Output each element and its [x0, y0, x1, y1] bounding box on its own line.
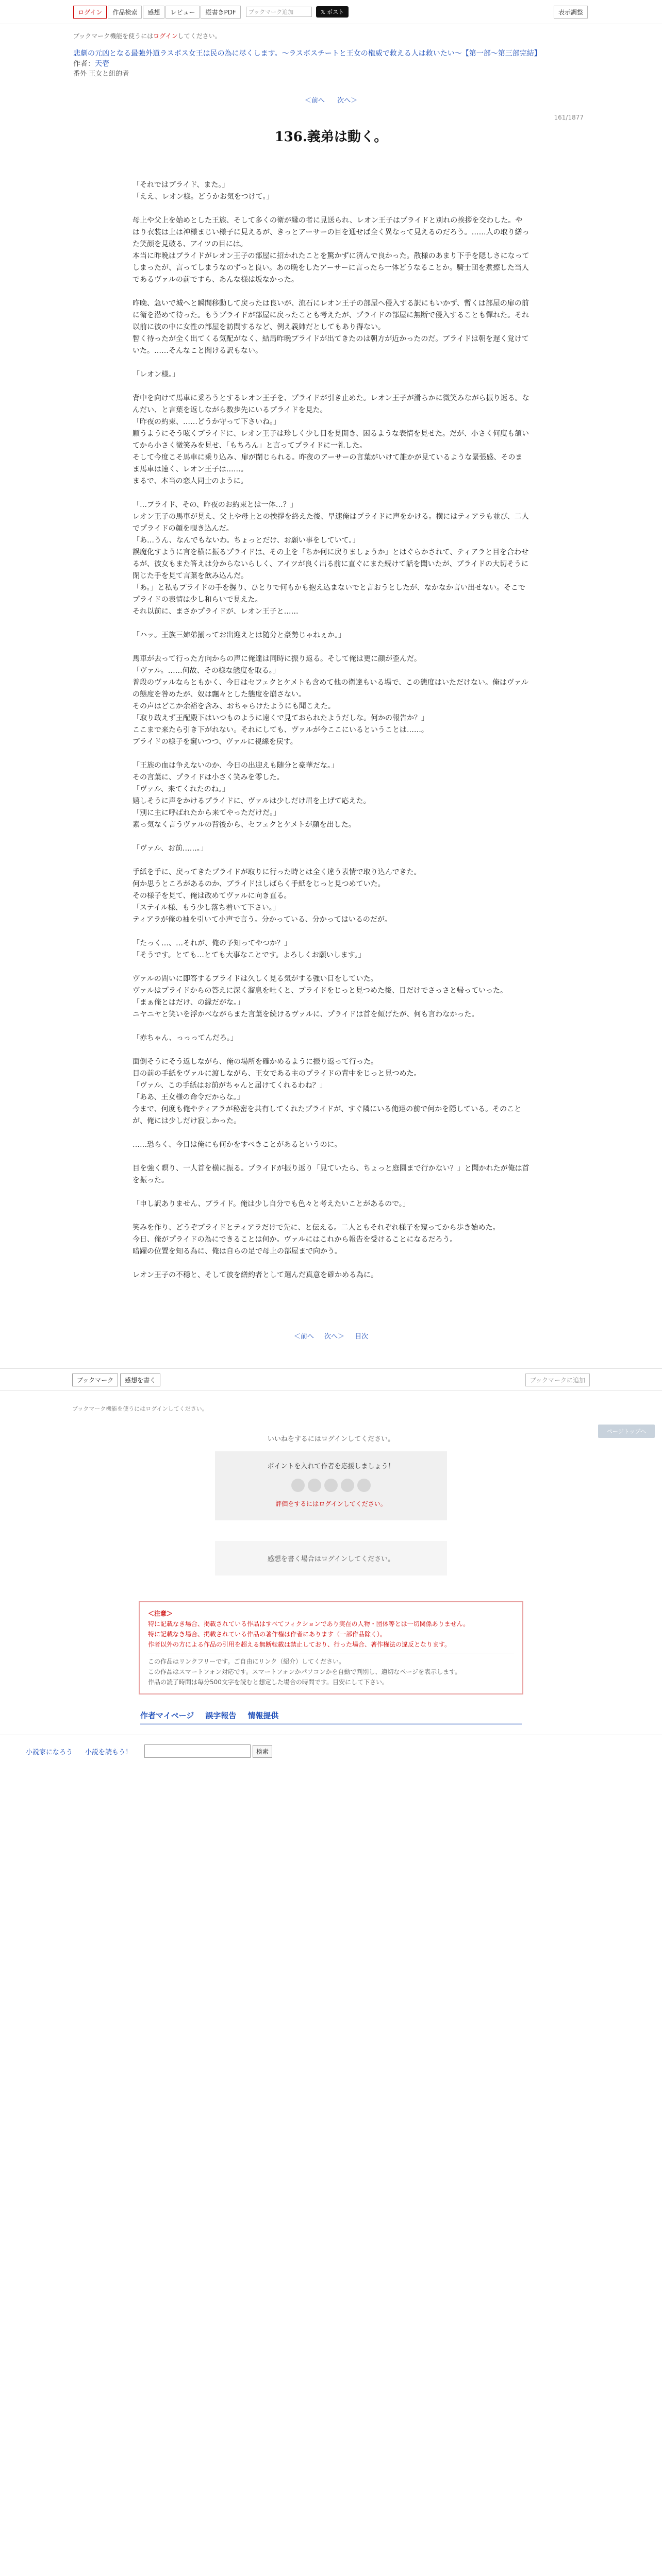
body-paragraph [133, 1021, 529, 1032]
footer-search-input[interactable] [144, 1744, 251, 1758]
bookmark-add-button[interactable]: ブックマーク追加 [246, 7, 312, 17]
body-paragraph: 「ヴァル。……何故、その様な態度を取る。」 [133, 667, 280, 675]
login-button[interactable]: ログイン [73, 6, 107, 19]
body-paragraph: レオン王子の不穏と、そして彼を繕約者として選んだ真意を確かめる為に。 [133, 1271, 378, 1279]
body-paragraph [133, 286, 529, 298]
body-paragraph: ニヤニヤと笑いを浮かべながらまた言葉を続けるヴァルに、プライドは首を傾げたが、何も言わなかった。 [133, 1010, 479, 1019]
body-paragraph: 「ヴァル、お前……。」 [133, 844, 208, 853]
body-paragraph: 母上や父上を始めとした王族、そして多くの衛が縁の者に見送られ、レオン王子はプライドと別れの挨拶を交わした。やはり衣装は上は神様まじい様子に見えるが、きっとアーサーの目を通せば全く異なって見えるのだろう。……人の取り繕った笑顔を見破る、アイツの目には。 [133, 216, 529, 248]
body-paragraph [133, 1044, 529, 1056]
body-paragraph: 目を強く瞑り、一人首を横に振る。プライドが振り返り「見ていたら、ちょっと庭園まで行かない？」と聞かれたが俺は首を振った。 [133, 1164, 529, 1184]
impression-login-note: 感想を書く場合はログインしてください。 [215, 1541, 447, 1575]
body-paragraph: 「取り敢えず王配殿下はいつものように遠くで見ておられたようだしな。何かの報告か？」 [133, 714, 428, 722]
body-paragraph [133, 641, 529, 653]
star-icon[interactable] [341, 1479, 354, 1492]
login-notice: ブックマーク機能を使うにはログインしてください。 [73, 32, 221, 40]
body-paragraph: プライドの様子を窺いつつ、ヴァルに視線を戻す。 [133, 738, 297, 746]
body-paragraph [133, 926, 529, 938]
next-link-bottom[interactable]: 次へ＞ [324, 1333, 344, 1341]
body-paragraph: そして今度こそ馬車に乗り込み、扉が閉じられる。昨夜のアーサーの言葉がいけて誰かが見ているような緊張感、そのまま馬車は速く、レオン王子は……。 [133, 453, 523, 473]
chapter-group: 番外 王女と紐的者 [73, 70, 129, 78]
body-paragraph: その様子を見て、俺は改めてヴァルに向き直る。 [133, 892, 291, 900]
evaluation-box [215, 1451, 447, 1520]
body-paragraph: 目の前の手紙をヴァルに渡しながら、王女である主のプライドの背中をじっと見つめた。 [133, 1070, 421, 1078]
body-paragraph [133, 1258, 529, 1269]
body-paragraph: 「…プライド、その、昨夜のお約束とは一体…？」 [133, 501, 297, 509]
body-paragraph: 「ヴァル、来てくれたのね。」 [133, 785, 229, 793]
novel-body [133, 179, 529, 1281]
body-paragraph: 誤魔化すように言を横に振るプライドは、その上を「ちか何に戻りましょうか」とはぐらかされて、ティアラと目を合わせるが、彼女もまた答えは分からないらしく、アイツが良く出る前に直ぐにまた続けて話を聞いたが、プライドの大切そうに閉じた手を見て言葉を飲み込んだ。 [133, 548, 529, 580]
nav-impressions[interactable]: 感想 [143, 6, 164, 19]
author-mypage-link[interactable]: 作者マイページ [140, 1711, 194, 1720]
body-paragraph [133, 203, 529, 215]
body-paragraph [133, 487, 529, 499]
body-paragraph [133, 1151, 529, 1163]
author-line: 作者：天壱 [73, 60, 109, 68]
body-paragraph: ……恐らく、今日は俺にも何かをすべきことがあるというのに。 [133, 1141, 342, 1149]
write-impression-button[interactable]: 感想を書く [120, 1374, 160, 1386]
body-paragraph [133, 381, 529, 393]
body-paragraph: 暗躍の位置を知る為に、俺は自らの足で母上の部屋まで向かう。 [133, 1247, 342, 1256]
body-paragraph: それ以前に、まさかプライドが、レオン王子と…… [133, 607, 299, 616]
body-paragraph: 「赤ちゃん、っっってんだろ。」 [133, 1034, 238, 1042]
body-paragraph: 普段のヴァルならともかく、今日はセフェクとケメトも含めて他の衛達もいる場で、この態度はいただけない。俺はヴァルの態度を咎めたが、奴は飄々とした態度を崩さない。 [133, 679, 528, 699]
body-paragraph: 「ヴァル、この手紙はお前がちゃんと届けてくれるわね？」 [133, 1081, 327, 1090]
body-paragraph: 手紙を手に、戻ってきたプライドが取りに行った時とは全く違う表情で取り込んできた。 [133, 868, 421, 876]
series-info [73, 48, 589, 79]
body-paragraph: 今日、俺がプライドの為にできることは何か。ヴァルにはこれから報告を受けることになるだろう。 [133, 1235, 457, 1244]
star-icon[interactable] [357, 1479, 371, 1492]
chapter-title: 136.義弟は動く。 [274, 129, 388, 145]
body-paragraph: 「申し訳ありません、プライド。俺は少し自分でも色々と考えたいことがあるので。」 [133, 1200, 410, 1208]
nav-search[interactable]: 作品検索 [108, 6, 142, 19]
body-paragraph: 「あ。」と私もプライドの手を握り、ひとりで何もかも抱え込まないでと言おうとしたが、なかなか言い出せない。そこでプライドの表情は少し和らいで見えた。 [133, 584, 526, 604]
body-paragraph: その言葉に、プライドは小さく笑みを零した。 [133, 773, 284, 782]
footer-link-narou[interactable]: 小説家になろう [26, 1748, 73, 1756]
site-header [0, 0, 662, 24]
notice-login-link[interactable]: ログイン [153, 32, 178, 40]
like-login-note: いいねをするにはログインしてください。 [267, 1435, 395, 1443]
toc-link[interactable]: 目次 [355, 1333, 369, 1341]
evaluation-login-note: 評価をするにはログインしてください。 [275, 1500, 387, 1507]
body-paragraph: 昨晩、急いで城へと瞬間移動して戻ったは良いが、流石にレオン王子の部屋へ侵入する訳にもいかず、暫くは部屋の扉の前に衛を潜めて待った。もうプライドが部屋に戻ったことも考えたが、プライドの部屋に無断で侵入することも憚れた。それ以前に彼の中に女性の部屋を訪問するなど、例え義姉だとしてもあり得ない。 [133, 299, 529, 331]
prev-link[interactable]: ＜前へ [304, 97, 325, 105]
caution-box: ＜注意＞ 特に記載なき場合、掲載されている作品はすべてフィクションであり実在の人物・団体等とは一切関係ありません。 特に記載なき場合、掲載されている作品の著作権は作者にあります（一部作品除く）。 作者以外の方による作品の引用を超える無断転載は禁止しており、行った場合、著作権法の違反となります。 この作品はリンクフリーです。ご自由にリンク（紹介）してください。 この作品はスマートフォン対応です。スマートフォンかパソコンかを自動で判別し、適切なページを表示します。 作品の読了時間は毎分500文字を読むと想定した場合の時間です。目安にして下さい。 [139, 1601, 523, 1694]
footer-search-button[interactable]: 検索 [253, 1745, 272, 1758]
body-paragraph: 面倒そうにそう返しながら、俺の場所を確かめるように振り返って行った。 [133, 1058, 378, 1066]
body-paragraph: ヴァルの問いに即答するプライドは久しく見る気がする強い目をしていた。 [133, 975, 378, 983]
nav-review[interactable]: レビュー [166, 6, 200, 19]
body-paragraph: 「別に主に呼ばれたから来てやっただけだ。」 [133, 809, 280, 817]
page-top-button[interactable]: ページトップへ [598, 1425, 655, 1438]
body-paragraph [133, 748, 529, 760]
body-paragraph: 「ステイル様、もう少し落ち着いて下さい。」 [133, 904, 280, 912]
body-paragraph: 「ええ、レオン様。どうかお気をつけて。」 [133, 193, 274, 201]
body-paragraph [133, 1127, 529, 1139]
body-paragraph [133, 1187, 529, 1198]
body-paragraph [133, 618, 529, 630]
body-paragraph: 今まで、何度も俺やティアラが秘密を共有してくれたプライドが、すぐ隣にいる俺達の前で何かを隠している。そのことが、俺には少しだけ寂しかった。 [133, 1105, 522, 1125]
evaluation-title: ポイントを入れて作者を応援しましょう！ [267, 1463, 395, 1470]
body-paragraph: ここまで来たら引き下がれない。それにしても、ヴァルが今ここにいるということは……。 [133, 726, 428, 734]
body-paragraph: 願うようにそう呟くプライドに、レオン王子は珍しく少し目を見開き、困るような表情を見せた。だが、小さく何度も頷いてから小さく微笑みを見せ、「もちろん」と言ってプライドに一礼した。 [133, 430, 529, 450]
nav-pdf[interactable]: 縦書きPDF [201, 6, 240, 19]
top-pager [73, 95, 589, 105]
body-paragraph: 「レオン様。」 [133, 370, 179, 379]
body-paragraph: 何か思うところがあるのか、プライドはしばらく手紙をじっと見つめていた。 [133, 880, 385, 888]
body-paragraph: 「まぁ俺とはだけ、の縁だがな。」 [133, 998, 244, 1007]
body-paragraph: 本当に昨晩はプライドがレオン王子の部屋に招かれたことを驚かずに済んで良かった。散様のあまり下手を隠しさになってしまったが、言ってしまうなのずっと良い。あの晩をしたアーサーに言ったら一体どうなることか。騎士団を煮擦した当人であるヴァルの前ですら、あんな様は坂なかった。 [133, 252, 529, 284]
body-paragraph: 暫く待ったが全く出てくる気配がなく、結局昨晩プライドが出てきたのは朝方が近かったのだ。プライドは朝を遅く覚けていた。……そんなこと聞ける訳もない。 [133, 335, 529, 355]
typo-report-link[interactable]: 誤字報告 [205, 1711, 237, 1720]
body-paragraph: 馬車が去って行った方向からの声に俺達は同時に振り返る。そして俺は更に顔が歪んだ。 [133, 655, 421, 663]
body-paragraph [133, 357, 529, 369]
body-paragraph: レオン王子の馬車が見え、父上や母上との挨拶を終えた後、早速俺はプライドに声をかける。横にはティアラも並び、二人でプライドの顔を覗き込んだ。 [133, 513, 529, 533]
page-number: 161/1877 [554, 114, 584, 121]
caution-title: ＜注意＞ [148, 1610, 173, 1617]
body-paragraph: 「あ…うん、なんでもないわ。ちょっとだけ、お願い事をしていて。」 [133, 536, 360, 545]
body-paragraph [133, 855, 529, 867]
rating-stars [215, 1479, 447, 1492]
body-paragraph: 「王族の血は争えないのか、今日の出迎えも随分と豪華だな。」 [133, 761, 338, 770]
star-icon[interactable] [291, 1479, 305, 1492]
body-paragraph [133, 1210, 529, 1222]
star-icon[interactable] [308, 1479, 321, 1492]
body-paragraph: 「ハッ。王族三姉弟揃ってお出迎えとは随分と豪勢じゃねぇか。」 [133, 631, 345, 639]
author-link[interactable]: 天壱 [95, 60, 109, 68]
prev-link-bottom[interactable]: ＜前へ [293, 1333, 314, 1341]
body-paragraph [133, 831, 529, 843]
body-paragraph [133, 961, 529, 973]
bookmark-bar [0, 1368, 662, 1391]
bookmark-add-button-bottom[interactable]: ブックマークに追加 [525, 1374, 590, 1386]
bookmark-button[interactable]: ブックマーク [72, 1374, 118, 1386]
body-paragraph: ティアラが俺の袖を引いて小声で言う。分かっている、分かってはいるのだが。 [133, 916, 392, 924]
body-paragraph: 「それではプライド、また。」 [133, 181, 229, 189]
star-icon[interactable] [324, 1479, 338, 1492]
body-paragraph: ヴァルはプライドからの答えに深く溜息を吐くと、プライドをじっと見つめた後、目だけでさっさと帰っていった。 [133, 987, 508, 995]
bookmark-note: ブックマーク機能を使うにはログインしてください。 [72, 1405, 208, 1412]
bottom-pager [73, 1331, 589, 1341]
body-paragraph: その声はどこか余裕を含み、おちゃらけたようにも聞こえた。 [133, 702, 335, 710]
info-provide-link[interactable]: 情報提供 [247, 1711, 279, 1720]
display-settings-button[interactable]: 表示調整 [554, 6, 588, 19]
x-post-button[interactable]: 𝕏 ポスト [316, 6, 349, 18]
body-paragraph: 「そうです。とても…とても大事なことです。よろしくお願いします。」 [133, 951, 366, 959]
next-link[interactable]: 次へ＞ [337, 97, 358, 105]
body-paragraph: 素っ気なく言うヴァルの背後から、セフェクとケメトが顔を出した。 [133, 821, 356, 829]
series-title[interactable]: 悲劇の元凶となる最強外道ラスボス女王は民の為に尽くします。～ラスボスチートと王女の権威で救える人は救いたい～【第一部～第三部完結】 [73, 49, 541, 58]
body-paragraph: 「ああ、王女様の命令だからな。」 [133, 1093, 244, 1101]
site-footer [0, 1735, 662, 1773]
body-paragraph: 嬉しそうに声をかけるプライドに、ヴァルは少しだけ眉を上げて応えた。 [133, 797, 371, 805]
body-paragraph: まるで、本当の恋人同士のように。 [133, 477, 248, 485]
body-paragraph: 笑みを作り、どうぞプライドとティアラだけで先に、と伝える。二人ともそれぞれ様子を窺ってから歩き始めた。 [133, 1224, 500, 1232]
body-paragraph: 背中を向けて馬車に乗ろうとするレオン王子を、プライドが引き止めた。レオン王子が滑らかに微笑みながら振り返る。なんだい、と言葉を返しながら数歩先にいるプライドを見た。 [133, 394, 529, 414]
body-paragraph: 「たっく…、…それが、俺の予知ってやつか？」 [133, 939, 291, 947]
body-paragraph: 「昨夜の約束、……どうか守って下さいね。」 [133, 418, 280, 426]
author-links [140, 1710, 522, 1724]
footer-link-yomou[interactable]: 小説を読もう！ [85, 1748, 133, 1756]
